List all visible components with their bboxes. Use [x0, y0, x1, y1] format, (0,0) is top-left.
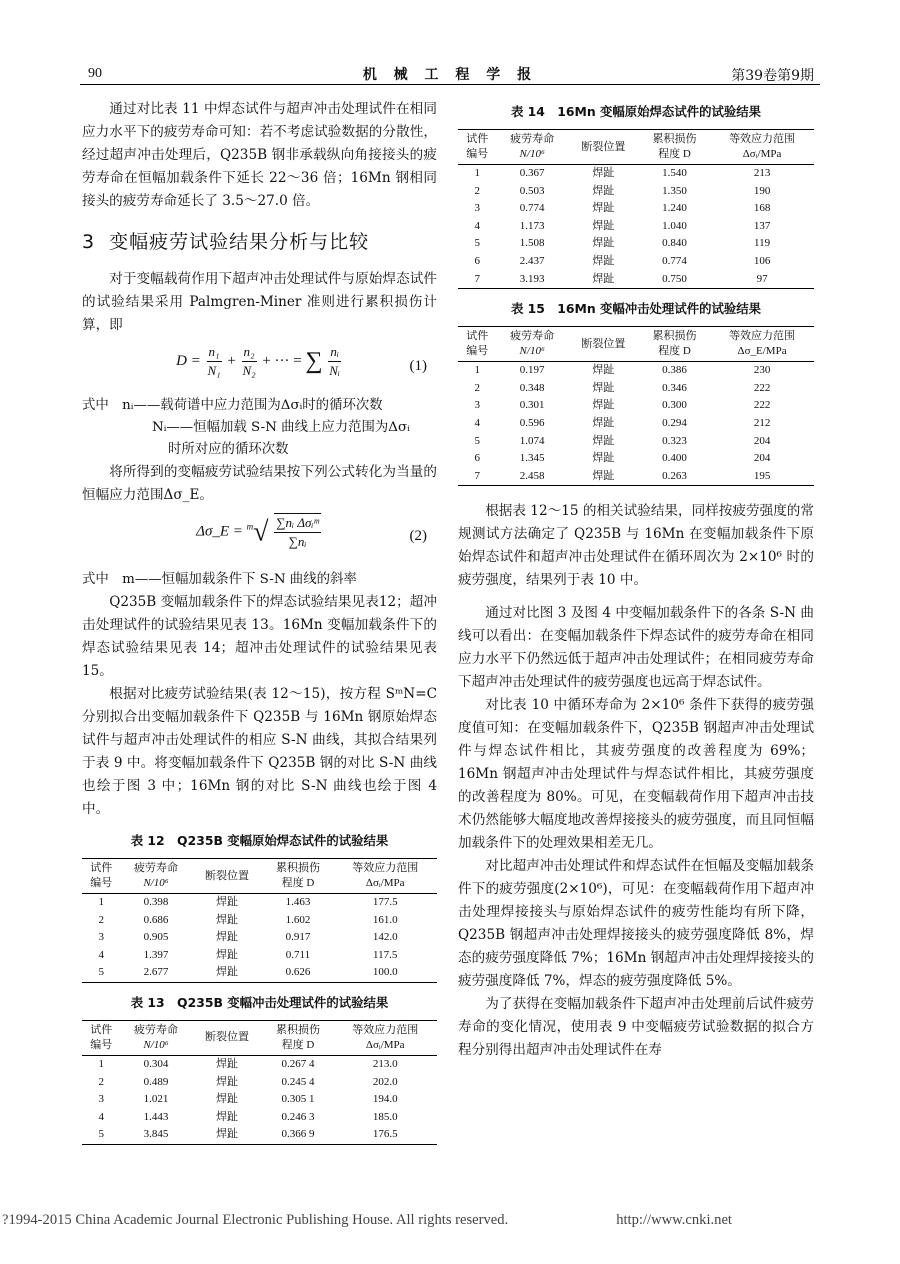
table-row — [82, 912, 437, 930]
table-header-row — [458, 327, 814, 362]
table-cell: 焊趾 — [215, 913, 238, 926]
table-cell: 0.197 — [519, 364, 545, 377]
radical-symbol: √ — [253, 516, 269, 548]
table-cell: 焊趾 — [592, 381, 615, 394]
table-cell: 97 — [756, 272, 768, 285]
equation-number: (2) — [409, 528, 427, 544]
table-cell: 焊趾 — [592, 272, 615, 285]
paragraph: 对比超声冲击处理试件和焊态试件在恒幅及变幅加载条件下的疲劳强度(2×10⁶)，可见：在变幅载荷作用下超声冲击处理焊接接头与原始焊态试件的疲劳性能均有所下降，Q235B 钢超声冲击处理焊接接头的疲劳强度降低 8%，焊态的疲劳强度降低 7%；16Mn 钢超声冲击处理焊接接头的疲劳强度降低 7%，焊态的疲劳强度降低 5%。 — [458, 858, 814, 990]
table-cell: 6 — [474, 452, 481, 465]
table-cell: 焊趾 — [215, 1057, 238, 1070]
col-header: 试件 编号 — [458, 130, 497, 165]
table-cell: 0.367 — [519, 167, 545, 179]
table-cell: 2.677 — [143, 966, 169, 979]
table-row — [458, 165, 814, 183]
legend-line: 式中 m——恒幅加载条件下 S-N 曲线的斜率 — [82, 572, 357, 587]
eq-lhs: Δσ_E = — [196, 523, 243, 540]
table-row — [458, 235, 814, 253]
table-cell: 焊趾 — [215, 896, 238, 908]
denominator: N₂ — [242, 363, 256, 378]
table-cell: 焊趾 — [215, 966, 238, 979]
col-header: 累积损伤 程度 D — [262, 859, 333, 894]
section-heading — [82, 231, 437, 254]
table-cell: 212 — [753, 416, 771, 429]
table-cell: 0.323 — [662, 434, 687, 447]
table-cell: 1.350 — [662, 184, 687, 197]
table-cell: 0.398 — [143, 896, 169, 908]
table-cell: 0.503 — [519, 184, 545, 197]
table-cell: 焊趾 — [215, 931, 238, 944]
table-row — [458, 397, 814, 415]
table-cell: 194.0 — [372, 1093, 398, 1106]
table-cell: 焊趾 — [215, 1128, 238, 1141]
table-row — [458, 468, 814, 486]
table-cell: 106 — [753, 254, 771, 267]
table-row — [458, 253, 814, 271]
table-row — [82, 964, 437, 982]
table-row — [82, 894, 437, 912]
table-cell: 7 — [474, 469, 481, 482]
table-cell: 焊趾 — [592, 434, 615, 447]
table-cell: 4 — [98, 948, 104, 961]
equation-legend — [82, 569, 437, 591]
table-cell: 185.0 — [372, 1110, 398, 1123]
table-cell: 1 — [474, 167, 481, 179]
legend-line: Nᵢ——恒幅加载 S-N 曲线上应力范围为Δσᵢ — [152, 420, 410, 435]
table-cell: 1.443 — [143, 1110, 169, 1123]
table-row — [458, 433, 814, 451]
col-header: 断裂位置 — [568, 130, 639, 165]
table-cell: 0.245 4 — [281, 1075, 315, 1088]
col-header: 等效应力范围 Δσᵢ/MPa — [710, 130, 814, 165]
table-cell: 0.750 — [662, 272, 687, 285]
table-cell: 1.602 — [285, 913, 311, 926]
numerator: n₁ — [207, 343, 222, 362]
table-14 — [458, 129, 814, 289]
table-cell: 1 — [474, 364, 481, 377]
table-cell: 117.5 — [373, 948, 398, 961]
table-caption: 表 15 16Mn 变幅冲击处理试件的试验结果 — [510, 301, 762, 317]
col-header: 累积损伤 程度 D — [262, 1020, 333, 1055]
table-cell: 195 — [753, 469, 771, 482]
table-header-row — [82, 859, 437, 894]
table-cell: 137 — [753, 219, 771, 232]
fraction — [328, 343, 341, 380]
table-cell: 5 — [474, 434, 481, 447]
table-cell: 1.508 — [519, 237, 545, 250]
table-cell: 222 — [753, 399, 771, 412]
table-cell: 焊趾 — [592, 399, 615, 412]
table-cell: 3 — [98, 1093, 104, 1106]
col-header: 等效应力范围 Δσᵢ/MPa — [333, 859, 437, 894]
denominator: N₁ — [207, 363, 221, 378]
table-cell: 5 — [98, 966, 104, 979]
table-cell: 焊趾 — [592, 416, 615, 429]
table-cell: 0.348 — [519, 381, 545, 394]
table-cell: 焊趾 — [215, 1110, 238, 1123]
numerator: nᵢ — [328, 343, 341, 362]
page-number: 90 — [88, 66, 102, 81]
table-cell: 焊趾 — [592, 364, 615, 377]
table-cell: 213.0 — [372, 1057, 398, 1070]
table-cell: 焊趾 — [592, 219, 615, 232]
table-cell: 0.489 — [143, 1075, 169, 1088]
table-cell: 焊趾 — [592, 167, 615, 179]
table-cell: 焊趾 — [592, 254, 615, 267]
page-footer — [0, 1212, 900, 1236]
table-cell: 0.686 — [143, 913, 169, 926]
equation-2 — [82, 513, 437, 563]
denominator: ∑nᵢ — [288, 534, 307, 549]
table-cell: 1 — [98, 896, 104, 908]
table-cell: 168 — [753, 202, 771, 215]
fraction — [274, 513, 321, 551]
table-cell: 焊趾 — [592, 469, 615, 482]
table-cell: 2 — [98, 1075, 104, 1088]
table-cell: 0.301 — [519, 399, 545, 412]
col-header: 试件 编号 — [82, 859, 120, 894]
table-cell: 1.397 — [143, 948, 169, 961]
table-cell: 119 — [754, 237, 771, 250]
col-header: 累积损伤 程度 D — [639, 327, 710, 362]
col-header: 试件 编号 — [82, 1020, 120, 1055]
table-cell: 1.345 — [519, 452, 545, 465]
table-cell: 焊趾 — [592, 202, 615, 215]
table-cell: 204 — [753, 452, 771, 465]
table-row — [82, 929, 437, 947]
col-header: 等效应力范围 Δσ_E/MPa — [710, 327, 814, 362]
table-cell: 0.366 9 — [281, 1128, 315, 1141]
table-header-row — [458, 130, 814, 165]
col-header: 疲劳寿命 N/10⁶ — [497, 130, 568, 165]
table-cell: 0.400 — [662, 452, 687, 465]
table-cell: 213 — [753, 167, 771, 179]
table-cell: 4 — [474, 219, 481, 232]
table-row — [458, 450, 814, 468]
table-cell: 0.774 — [519, 202, 545, 215]
table-cell: 3.845 — [143, 1128, 169, 1141]
table-caption: 表 14 16Mn 变幅原始焊态试件的试验结果 — [510, 104, 762, 119]
table-cell: 3 — [474, 202, 481, 215]
table-cell: 0.774 — [662, 254, 687, 267]
footer-url: http://www.cnki.net — [616, 1212, 732, 1228]
table-cell: 0.626 — [285, 966, 311, 979]
table-row — [82, 1055, 437, 1073]
table-cell: 4 — [98, 1110, 104, 1123]
paragraph: 通过对比图 3 及图 4 中变幅加载条件下的各条 S-N 曲线可以看出：在变幅加载条件下焊态试件的疲劳寿命在相同应力水平下仍然远低于超声冲击处理试件；在相同疲劳寿命下超声冲击处理试件的疲劳强度也远高于焊态试件。 — [458, 605, 814, 691]
table-cell: 0.905 — [143, 931, 169, 944]
col-header: 试件 编号 — [458, 327, 497, 362]
table-cell: 0.294 — [662, 416, 687, 429]
table-cell: 5 — [474, 237, 481, 250]
col-header: 疲劳寿命 N/10⁶ — [120, 1020, 191, 1055]
table-row — [458, 183, 814, 201]
table-row — [82, 1126, 437, 1144]
section-title: 变幅疲劳试验结果分析与比较 — [109, 231, 370, 253]
table-row — [458, 380, 814, 398]
paragraph: Q235B 变幅加载条件下的焊态试验结果见表12；超冲击处理试件的试验结果见表 13。16Mn 变幅加载条件下的焊态试验结果见表 14；超冲击处理试件的试验结果见表 15。 — [82, 594, 437, 679]
fraction — [207, 343, 222, 380]
denominator: Nᵢ — [329, 363, 340, 378]
paragraph: 对比表 10 中循环寿命为 2×10⁶ 条件下获得的疲劳强度值可知：在变幅加载条件下，Q235B 钢超声冲击处理试件与焊态试件相比，其疲劳强度的改善程度为 69%；16Mn 钢超声冲击处理试件与焊态试件相比，其疲劳强度的改善程度为 80%。可见，在变幅载荷作用下超声冲击技术仍然能够大幅度地改善焊接接头的疲劳强度，而且同恒幅加载条件下的处理效果相差无几。 — [458, 697, 814, 852]
eq-plus: + — [227, 352, 236, 369]
legend-line: 式中 nᵢ——载荷谱中应力范围为Δσᵢ时的循环次数 — [82, 398, 383, 413]
table-cell: 222 — [753, 381, 771, 394]
col-header: 疲劳寿命 N/10⁶ — [120, 859, 191, 894]
table-cell: 161.0 — [372, 913, 398, 926]
table-12 — [82, 858, 437, 983]
fraction — [242, 343, 257, 380]
table-cell: 焊趾 — [215, 1075, 238, 1088]
paragraph: 根据表 12～15 的相关试验结果，同样按疲劳强度的常规测试方法确定了 Q235B 与 16Mn 在变幅加载条件下原始焊态试件和超声冲击处理试件在循环周次为 2×10⁶ 时的疲劳强度，结果列于表 10 中。 — [458, 503, 814, 589]
numerator: ∑nᵢ Δσᵢᵐ — [274, 514, 321, 533]
table-row — [458, 200, 814, 218]
eq-lhs: D = — [176, 352, 201, 369]
root-index: m — [246, 521, 254, 532]
table-cell: 2 — [474, 381, 481, 394]
paragraph: 对于变幅载荷作用下超声冲击处理试件与原始焊态试件的试验结果采用 Palmgren-Miner 准则进行累积损伤计算，即 — [82, 271, 437, 333]
equation-1 — [82, 343, 437, 389]
numerator: n₂ — [242, 343, 257, 362]
table-cell: 1.240 — [662, 202, 687, 215]
table-cell: 焊趾 — [592, 237, 615, 250]
table-cell: 204 — [753, 434, 771, 447]
issue-label: 第39卷第9期 — [731, 68, 814, 84]
equation-number: (1) — [409, 358, 427, 374]
table-cell: 202.0 — [372, 1075, 398, 1088]
equation-legend — [82, 395, 437, 461]
table-cell: 190 — [753, 184, 771, 197]
col-header: 疲劳寿命 N/10⁶ — [497, 327, 568, 362]
table-cell: 0.711 — [285, 948, 311, 961]
table-row — [458, 415, 814, 433]
table-row — [82, 1109, 437, 1127]
table-cell: 焊趾 — [215, 1093, 238, 1106]
table-row — [458, 218, 814, 236]
table-15 — [458, 326, 814, 486]
table-cell: 177.5 — [372, 896, 398, 908]
table-row — [458, 362, 814, 380]
table-cell: 0.263 — [662, 469, 687, 482]
page-header — [80, 62, 820, 85]
table-cell: 2.458 — [519, 469, 545, 482]
table-cell: 1.040 — [662, 219, 687, 232]
table-cell: 2 — [98, 913, 104, 926]
table-cell: 1.173 — [519, 219, 545, 232]
col-header: 断裂位置 — [568, 327, 639, 362]
journal-title: 机 械 工 程 学 报 — [362, 67, 538, 83]
table-cell: 0.267 4 — [281, 1057, 315, 1070]
table-cell: 0.305 1 — [281, 1093, 315, 1106]
right-column — [458, 100, 814, 1062]
table-cell: 2 — [474, 184, 481, 197]
table-cell: 1.463 — [285, 896, 311, 908]
paragraph: 通过对比表 11 中焊态试件与超声冲击处理试件在相同应力水平下的疲劳寿命可知：若不考虑试验数据的分散性，经过超声冲击处理后，Q235B 钢非承载纵向角接接头的疲劳寿命在恒幅加载条件下延长 22～36 倍；16Mn 钢相同接头的疲劳寿命延长了 3.5～27.0 倍。 — [82, 101, 437, 209]
table-cell: 0.917 — [285, 931, 311, 944]
copyright-notice: ?1994-2015 China Academic Journal Electronic Publishing House. All rights reserved. — [2, 1212, 509, 1228]
table-cell: 1.074 — [519, 434, 545, 447]
sum-symbol: ∑ — [305, 348, 323, 374]
table-cell: 3 — [98, 931, 104, 944]
table-cell: 0.346 — [662, 381, 687, 394]
col-header: 累积损伤 程度 D — [639, 130, 710, 165]
table-cell: 1.540 — [662, 167, 687, 179]
table-row — [82, 1074, 437, 1092]
table-cell: 230 — [753, 364, 771, 377]
table-cell: 5 — [98, 1128, 104, 1141]
table-cell: 100.0 — [372, 966, 398, 979]
paragraph: 根据对比疲劳试验结果(表 12～15)，按方程 SᵐN=C 分别拟合出变幅加载条件下 Q235B 与 16Mn 钢原始焊态试件与超声冲击处理试件的相应 S-N 曲线，其拟合结果列于表 9 中。将变幅加载条件下 Q235B 钢的对比 S-N 曲线也绘于图 3 中；16Mn 钢的对比 S-N 曲线也绘于图 4 中。 — [82, 686, 437, 817]
table-caption: 表 13 Q235B 变幅冲击处理试件的试验结果 — [130, 994, 389, 1010]
table-caption: 表 12 Q235B 变幅原始焊态试件的试验结果 — [130, 833, 389, 848]
table-row — [458, 271, 814, 289]
table-13 — [82, 1020, 437, 1145]
paragraph: 将所得到的变幅疲劳试验结果按下列公式转化为当量的恒幅应力范围Δσ_E。 — [82, 464, 437, 503]
table-cell: 1.021 — [143, 1093, 169, 1106]
table-cell: 0.840 — [662, 237, 687, 250]
table-cell: 0.304 — [143, 1057, 169, 1070]
col-header: 断裂位置 — [191, 859, 262, 894]
col-header: 等效应力范围 Δσᵢ/MPa — [333, 1020, 437, 1055]
table-cell: 176.5 — [372, 1128, 398, 1141]
table-cell: 0.300 — [662, 399, 687, 412]
table-cell: 7 — [474, 272, 481, 285]
table-cell: 2.437 — [519, 254, 545, 267]
table-row — [82, 947, 437, 965]
table-cell: 4 — [474, 416, 481, 429]
table-cell: 焊趾 — [215, 948, 238, 961]
table-cell: 0.386 — [662, 364, 687, 377]
paragraph: 为了获得在变幅加载条件下超声冲击处理前后试件疲劳寿命的变化情况，使用表 9 中变幅疲劳试验数据的拟合方程分别得出超声冲击处理试件在寿 — [458, 996, 814, 1059]
section-number: 3 — [82, 231, 96, 253]
table-cell: 焊趾 — [592, 452, 615, 465]
table-cell: 0.596 — [519, 416, 545, 429]
left-column — [82, 98, 437, 1145]
legend-line: 时所对应的循环次数 — [168, 442, 289, 457]
table-cell: 0.246 3 — [281, 1110, 315, 1123]
table-cell: 3.193 — [519, 272, 545, 285]
table-cell: 142.0 — [372, 931, 398, 944]
eq-dots: + ··· = — [262, 352, 302, 369]
table-row — [82, 1091, 437, 1109]
table-cell: 焊趾 — [592, 184, 615, 197]
table-cell: 3 — [474, 399, 481, 412]
table-cell: 6 — [474, 254, 481, 267]
col-header: 断裂位置 — [191, 1020, 262, 1055]
table-cell: 1 — [98, 1057, 104, 1070]
table-header-row — [82, 1020, 437, 1055]
